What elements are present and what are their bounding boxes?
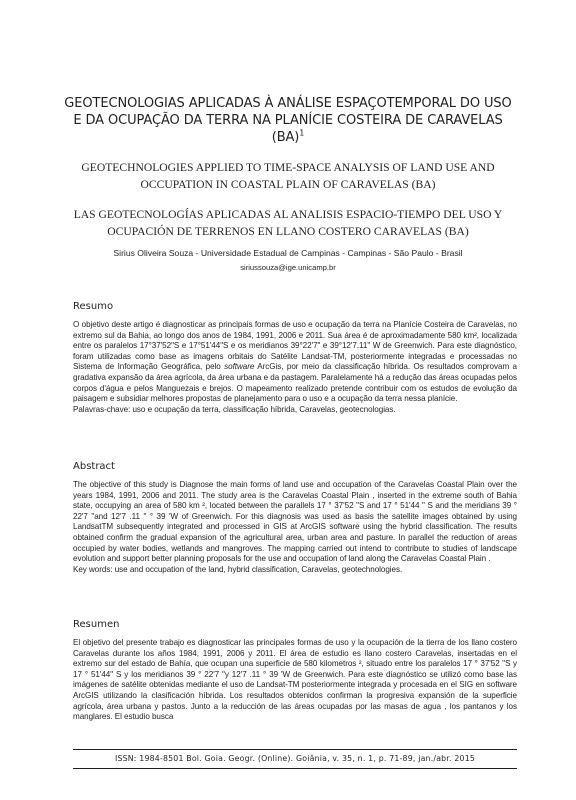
resumo-heading: Resumo xyxy=(73,301,114,312)
resumen-section xyxy=(73,619,517,723)
resumo-body xyxy=(73,320,517,405)
resumo-keywords: Palavras-chave: uso e ocupação da terra, classificação híbrida, Caravelas, geotecnologias. xyxy=(73,404,396,414)
abstract-section xyxy=(73,461,517,575)
journal-footer: ISSN: 1984-8501 Bol. Goia. Geogr. (Online). Goiânia, v. 35, n. 1, p. 71-89, jan./abr. 2015 xyxy=(73,749,517,769)
title-footnote-marker[interactable]: 1 xyxy=(299,128,305,138)
author-affiliation: Sirius Oliveira Souza - Universidade Estadual de Campinas - Campinas - São Paulo - Brasil xyxy=(113,248,463,258)
title-portuguese xyxy=(60,95,516,146)
resumen-body: El objetivo del presente trabajo es diagnosticar las principales formas de uso y la ocupación de la tierra de los llano costero Caravelas durante los años 1984, 1991, 2006 y 2011. El área de estudio es llano costero Caravelas, insertadas en el extremo sur del estado de Bahía, que ocupan una superficie de 580 kilometros ², situado entre los paralelos 17 ° 37'52 "S y 17 ° 51'44" S y los meridianos 39 ° 22'7 "y 12'7 .11 ° 39 'W de Greenwich. Para este diagnóstico se utilizó como base las imágenes de satélite obtenidas mediante el uso de Landsat-TM posteriormente integrada y procesada en el SIG en software ArcGIS utilizando la clasificación híbrida. Los resultados obtenidos confirman la progresiva expansión de la superficie agrícola, área urbana y pastos. Junto a la reducción de las áreas ocupadas por las masas de agua , los pantanos y los manglares. El estudio busca xyxy=(73,638,517,722)
title-spanish: LAS GEOTECNOLOGÍAS APLICADAS AL ANALISIS ESPACIO-TIEMPO DEL USO Y OCUPACIÓN DE TERRENOS EN LLANO COSTERO CARAVELAS (BA) xyxy=(73,208,503,238)
resumo-body-part2: ArcGis, por meio da classificação híbrida. Os resultados comprovam a gradativa expansão da área agrícola, da área urbana e da pastagem. Paralelamente há a redução das áreas ocupadas pelos corpos d'água e pelos Manguezais e brejos. O mapeamento realizado pretende contribuir com os estudos de evolução da paisagem e subsidiar melhores propostas de planejamento para o uso e a ocupação da terra nessa planície. xyxy=(73,362,517,404)
title-portuguese-text: GEOTECNOLOGIAS APLICADAS À ANÁLISE ESPAÇOTEMPORAL DO USO E DA OCUPAÇÃO DA TERRA NA PLANÍCIE COSTEIRA DE CARAVELAS (BA) xyxy=(64,96,512,145)
resumo-body-italic: software xyxy=(224,362,255,372)
resumen-heading: Resumen xyxy=(73,619,120,630)
author-email[interactable]: siriussouza@ige.unicamp.br xyxy=(240,263,336,272)
abstract-keywords: Key words: use and occupation of the land, hybrid classification, Caravelas, geotechnologies. xyxy=(73,564,403,574)
abstract-heading: Abstract xyxy=(73,461,115,472)
resumo-body-part1: O objetivo deste artigo é diagnosticar as principais formas de uso e ocupação da terra na Planície Costeira de Caravelas, no extremo sul da Bahia, ao longo dos anos de 1984, 1991, 2006 e 2011. Sua área é de aproximadamente 580 km², localizada entre os paralelos 17°37'52"S e 17°51'44"S e os meridianos 39°22'7" e 39°12'7.11" W de Greenwich. Para este diagnóstico, foram utilizadas como base as imagens orbitais do Satélite Landsat-TM, posteriormente integradas e processadas no Sistema de Informação Geográfica, pelo xyxy=(73,320,517,372)
resumo-section xyxy=(73,301,517,415)
title-english: GEOTECHNOLOGIES APPLIED TO TIME-SPACE ANALYSIS OF LAND USE AND OCCUPATION IN COASTAL PLAIN OF CARAVELAS (BA) xyxy=(81,161,495,191)
abstract-body: The objective of this study is Diagnose the main forms of land use and occupation of the Caravelas Coastal Plain over the years 1984, 1991, 2006 and 2011. The study area is the Caravelas Coastal Plain , inserted in the extreme south of Bahia state, occupying an area of 580 km ², located between the parallels 17 ° 37'52 "S and 17 ° 51'44 " S and the meridians 39 ° 22'7 "and 12'7 .11 " ° 39 'W of Greenwich. For this diagnosis was used as basis the satellite images obtained by using LandsatTM subsequently integrated and processed in GIS at ArcGIS software using the hybrid classification. The results obtained confirm the gradual expansion of the agricultural area, urban area and pasture. In parallel the reduction of areas occupied by water bodies, wetlands and mangroves. The mapping carried out intend to contribute to studies of landscape evolution and support better planning proposals for the use and occupation of land along the Caravelas Coastal Plain . xyxy=(73,480,517,564)
